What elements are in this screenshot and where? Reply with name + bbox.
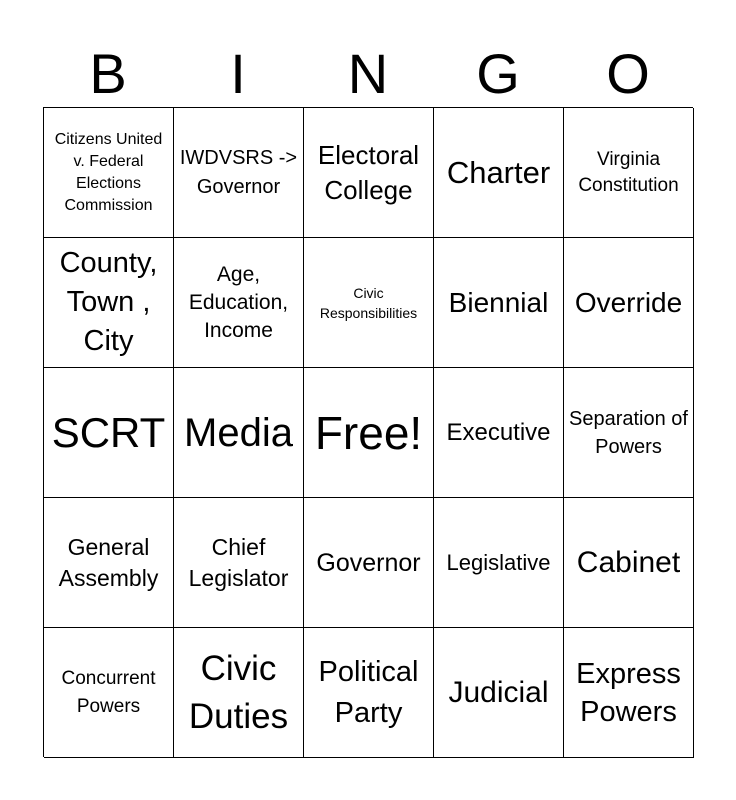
cell-label: Virginia Constitution: [578, 148, 679, 196]
bingo-cell-r5c1[interactable]: [44, 628, 174, 758]
header-letter-o: O: [606, 42, 650, 105]
cell-label: Cabinet: [576, 545, 681, 579]
bingo-cell-r1c5[interactable]: [564, 108, 694, 238]
cell-label: Chief Legislator: [188, 533, 289, 591]
bingo-cell-r1c4[interactable]: [434, 108, 564, 238]
cell-label: SCRT: [51, 408, 166, 456]
bingo-cell-r4c3[interactable]: [304, 498, 434, 628]
bingo-cell-r2c3[interactable]: [304, 238, 434, 368]
bingo-cell-r3c3[interactable]: [304, 368, 434, 498]
bingo-cell-r1c1[interactable]: [44, 108, 174, 238]
cell-label: IWDVSRS -> Governor: [179, 146, 298, 198]
bingo-cell-r1c2[interactable]: [174, 108, 304, 238]
cell-label: Civic Responsibilities: [319, 284, 418, 321]
cell-label: Political Party: [318, 655, 419, 729]
cell-label: Legislative: [446, 550, 551, 575]
cell-label: Citizens United v. Federal Elections Commission: [54, 130, 163, 214]
cell-label: Biennial: [448, 286, 549, 318]
bingo-cell-r4c4[interactable]: [434, 498, 564, 628]
cell-label: Age, Education, Income: [188, 262, 289, 342]
bingo-cell-r4c1[interactable]: [44, 498, 174, 628]
bingo-cell-r5c5[interactable]: [564, 628, 694, 758]
cell-label: Media: [184, 410, 293, 455]
header-letter-i: I: [230, 42, 246, 105]
cell-label: Concurrent Powers: [61, 667, 156, 717]
bingo-cell-r5c2[interactable]: [174, 628, 304, 758]
bingo-cell-r2c4[interactable]: [434, 238, 564, 368]
bingo-cell-r2c2[interactable]: [174, 238, 304, 368]
cell-label: Override: [574, 286, 683, 318]
cell-label: Judicial: [448, 675, 549, 709]
header-letter-n: N: [347, 42, 389, 105]
cell-label: Express Powers: [576, 657, 681, 728]
bingo-cell-r4c2[interactable]: [174, 498, 304, 628]
cell-label: Governor: [316, 548, 421, 577]
cell-label: Charter: [446, 154, 551, 190]
bingo-cell-r1c3[interactable]: [304, 108, 434, 238]
bingo-cell-r2c1[interactable]: [44, 238, 174, 368]
bingo-cell-r5c3[interactable]: [304, 628, 434, 758]
bingo-cell-r3c1[interactable]: [44, 368, 174, 498]
bingo-header: [43, 40, 693, 108]
cell-label: County, Town , City: [59, 247, 158, 357]
bingo-cell-r4c5[interactable]: [564, 498, 694, 628]
cell-label: Executive: [446, 418, 551, 446]
bingo-cell-r3c2[interactable]: [174, 368, 304, 498]
bingo-board: [43, 107, 693, 757]
cell-label: Electoral College: [317, 139, 420, 205]
cell-label: General Assembly: [58, 533, 159, 591]
header-letter-b: B: [89, 42, 127, 105]
cell-label: Separation of Powers: [569, 407, 688, 458]
header-letter-g: G: [476, 42, 520, 105]
cell-label: Free!: [314, 406, 423, 459]
bingo-cell-r3c4[interactable]: [434, 368, 564, 498]
bingo-cell-r3c5[interactable]: [564, 368, 694, 498]
cell-label: Civic Duties: [188, 648, 289, 736]
bingo-cell-r5c4[interactable]: [434, 628, 564, 758]
bingo-cell-r2c5[interactable]: [564, 238, 694, 368]
